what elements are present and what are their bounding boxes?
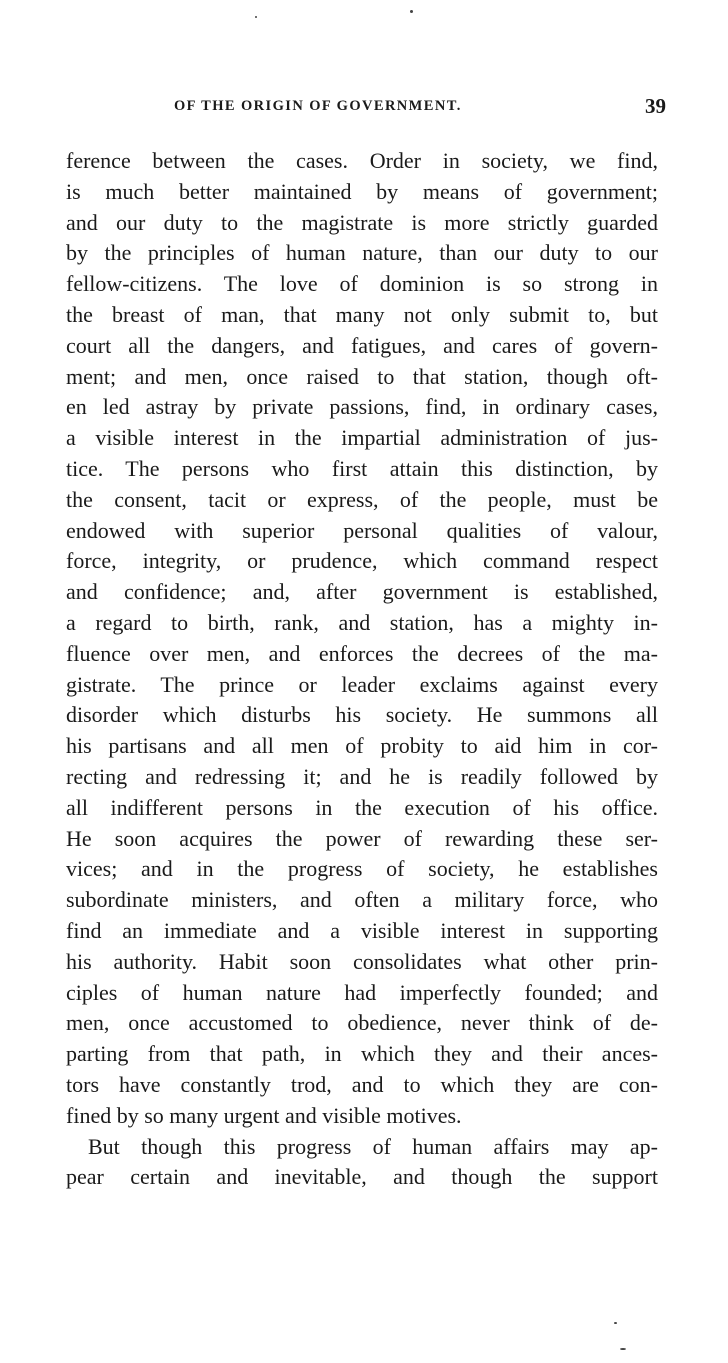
text-line: parting from that path, in which they and their ances- [66, 1041, 658, 1067]
text-line: a visible interest in the impartial administration of jus- [66, 425, 658, 451]
text-line: disorder which disturbs his society. He summons all [66, 702, 658, 728]
text-line: ciples of human nature had imperfectly founded; and [66, 979, 658, 1005]
text-line: court all the dangers, and fatigues, and cares of govern- [66, 332, 658, 358]
running-title: OF THE ORIGIN OF GOVERNMENT. [174, 98, 462, 114]
text-line: and confidence; and, after government is established, [66, 579, 658, 605]
text-line: ference between the cases. Order in society, we find, [66, 148, 658, 173]
scan-speck [255, 16, 257, 18]
scan-speck [410, 10, 413, 13]
text-line: the breast of man, that many not only submit to, but [66, 301, 658, 327]
text-line: fellow-citizens. The love of dominion is so strong in [66, 271, 658, 297]
text-line: find an immediate and a visible interest in supporting [66, 917, 658, 943]
paragraph-start-line: But though this progress of human affairs may ap- [88, 1133, 658, 1159]
text-line: his partisans and all men of probity to aid him in cor- [66, 733, 658, 759]
text-line: a regard to birth, rank, and station, has a mighty in- [66, 609, 658, 635]
page-number: 39 [645, 94, 666, 118]
scan-speck [614, 1322, 617, 1324]
text-line: the consent, tacit or express, of the people, must be [66, 486, 658, 512]
text-line: ment; and men, once raised to that station, though oft- [66, 363, 658, 389]
text-line: fluence over men, and enforces the decrees of the ma- [66, 640, 658, 666]
paragraph-end-line: fined by so many urgent and visible motives. [66, 1102, 462, 1128]
text-line: vices; and in the progress of society, he establishes [66, 856, 658, 882]
text-line: tors have constantly trod, and to which they are con- [66, 1071, 658, 1097]
text-line: gistrate. The prince or leader exclaims against every [66, 671, 658, 697]
text-line: men, once accustomed to obedience, never think of de- [66, 1010, 658, 1036]
text-line: en led astray by private passions, find, in ordinary cases, [66, 394, 658, 420]
text-line: is much better maintained by means of government; [66, 178, 658, 204]
text-line: force, integrity, or prudence, which command respect [66, 548, 658, 574]
text-line: his authority. Habit soon consolidates what other prin- [66, 948, 658, 974]
scan-speck [620, 1348, 626, 1350]
running-head [66, 94, 666, 118]
text-line: endowed with superior personal qualities of valour, [66, 517, 658, 543]
text-line: subordinate ministers, and often a military force, who [66, 887, 658, 913]
text-line: all indifferent persons in the execution of his office. [66, 794, 658, 820]
body-text [66, 146, 658, 1193]
text-line: tice. The persons who first attain this distinction, by [66, 455, 658, 481]
text-line: and our duty to the magistrate is more strictly guarded [66, 209, 658, 235]
text-line: recting and redressing it; and he is readily followed by [66, 763, 658, 789]
text-line: He soon acquires the power of rewarding these ser- [66, 825, 658, 851]
text-line: by the principles of human nature, than our duty to our [66, 240, 658, 266]
text-line: pear certain and inevitable, and though the support [66, 1164, 658, 1190]
